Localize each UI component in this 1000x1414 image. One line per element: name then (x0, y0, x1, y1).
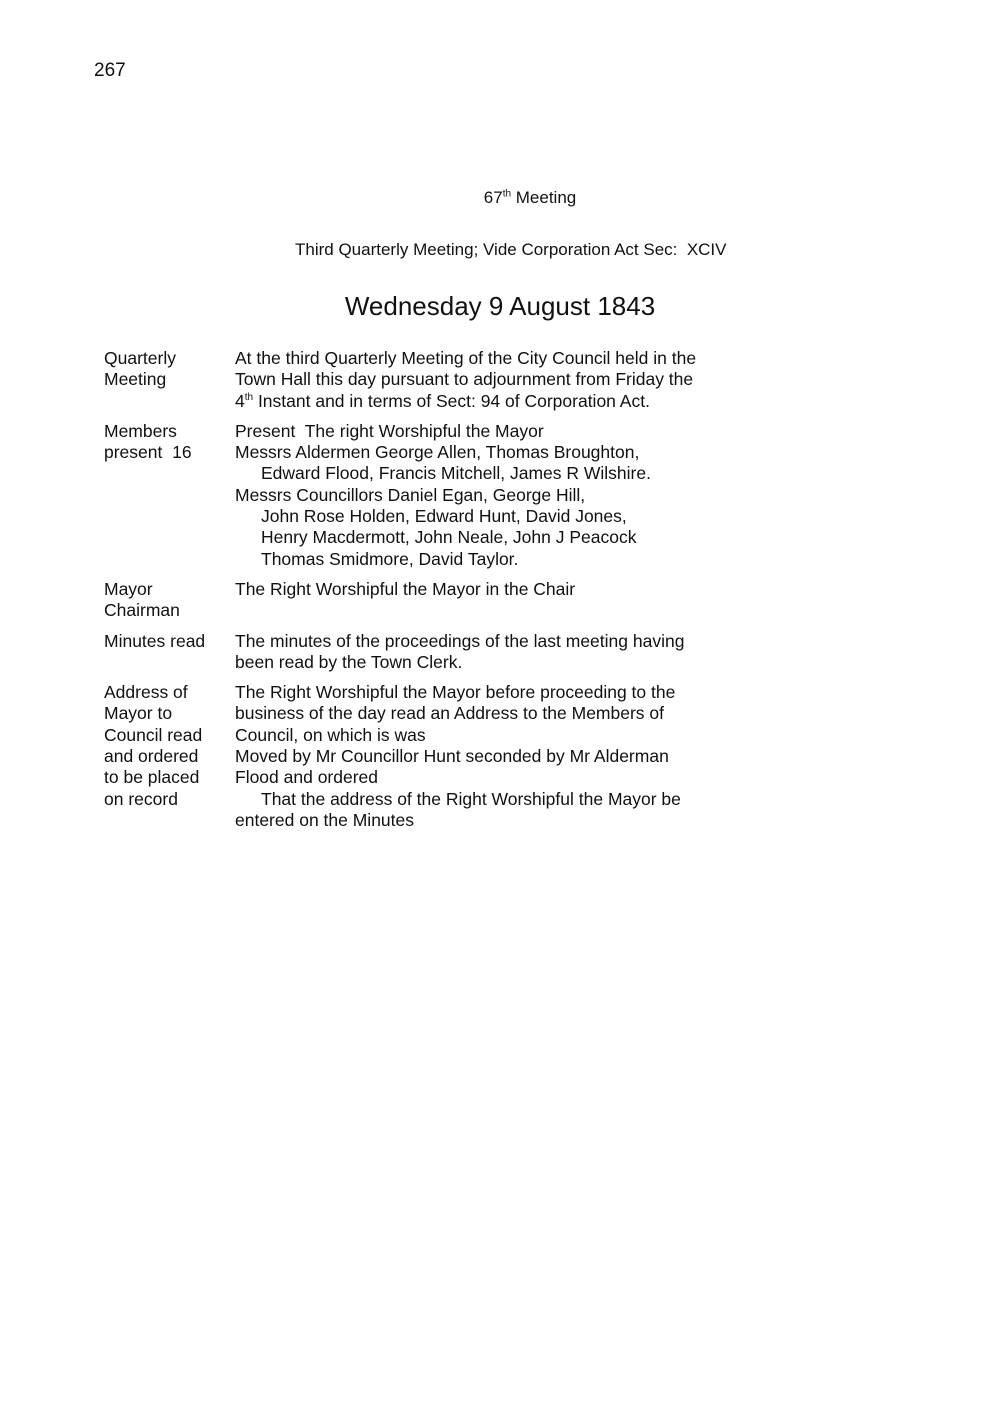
minutes-entries (104, 348, 744, 840)
entry-line: been read by the Town Clerk. (235, 651, 463, 672)
minute-entry (104, 631, 744, 674)
entry-line: Present The right Worshipful the Mayor (235, 420, 544, 441)
margin-note-line: Council read (104, 724, 203, 745)
meeting-number (0, 188, 1000, 208)
margin-note-line: and ordered (104, 746, 199, 767)
margin-note-line: Members (104, 420, 177, 441)
minute-entry (104, 682, 744, 831)
page-number: 267 (94, 60, 126, 81)
entry-body (235, 631, 744, 674)
margin-note-line: Mayor (104, 578, 153, 599)
ordinal-number: 4 (235, 390, 245, 411)
entry-line: The minutes of the proceedings of the last meeting having (235, 630, 685, 651)
margin-note-line: to be placed (104, 767, 200, 788)
entry-line: Messrs Councillors Daniel Egan, George Hill, (235, 484, 586, 505)
meeting-number-word: Meeting (511, 188, 577, 207)
margin-note-line: Minutes read (104, 630, 206, 651)
margin-note-line: Mayor to (104, 703, 173, 724)
entry-line-rest: Instant and in terms of Sect: 94 of Corporation Act. (253, 390, 650, 411)
minute-entry (104, 421, 744, 570)
minute-entry (104, 348, 744, 412)
meeting-number-value: 67 (483, 188, 503, 207)
entry-line: That the address of the Right Worshipful the Mayor be (261, 788, 681, 809)
entry-line: Henry Macdermott, John Neale, John J Peacock (261, 527, 637, 548)
margin-note-line: Address of (104, 682, 188, 703)
margin-note (104, 631, 235, 674)
entry-line: Edward Flood, Francis Mitchell, James R Wilshire. (261, 463, 651, 484)
margin-note (104, 682, 235, 831)
minute-entry (104, 579, 744, 622)
meeting-number-suffix: th (502, 188, 512, 200)
entry-line (235, 391, 744, 412)
ordinal-suffix: th (244, 391, 254, 403)
margin-note-line: on record (104, 788, 178, 809)
entry-body (235, 579, 744, 622)
entry-line: Messrs Aldermen George Allen, Thomas Broughton, (235, 442, 640, 463)
meeting-date (0, 290, 1000, 322)
margin-note-line: Meeting (104, 369, 167, 390)
margin-note (104, 579, 235, 622)
entry-body (235, 682, 744, 831)
entry-body (235, 348, 744, 412)
margin-note (104, 348, 235, 412)
entry-line: entered on the Minutes (235, 809, 415, 830)
meeting-date-text: Wednesday 9 August 1843 (344, 291, 656, 321)
entry-line: business of the day read an Address to the Members of (235, 703, 664, 724)
margin-note (104, 421, 235, 570)
entry-line: Moved by Mr Councillor Hunt seconded by Mr Alderman (235, 746, 669, 767)
entry-line: Thomas Smidmore, David Taylor. (261, 548, 519, 569)
entry-body (235, 421, 744, 570)
margin-note-line: present 16 (104, 442, 192, 463)
margin-note-line: Quarterly (104, 348, 176, 368)
entry-line: Town Hall this day pursuant to adjournment from Friday the (235, 369, 694, 390)
entry-line: Council, on which is was (235, 724, 426, 745)
entry-line: The Right Worshipful the Mayor in the Chair (235, 578, 576, 599)
margin-note-line: Chairman (104, 600, 180, 621)
entry-line: The Right Worshipful the Mayor before proceeding to the (235, 682, 676, 703)
entry-line: At the third Quarterly Meeting of the City Council held in the (235, 348, 697, 368)
entry-line: Flood and ordered (235, 767, 379, 788)
entry-line: John Rose Holden, Edward Hunt, David Jones, (261, 506, 627, 527)
meeting-subtitle: Third Quarterly Meeting; Vide Corporation Act Sec: XCIV (295, 240, 727, 259)
